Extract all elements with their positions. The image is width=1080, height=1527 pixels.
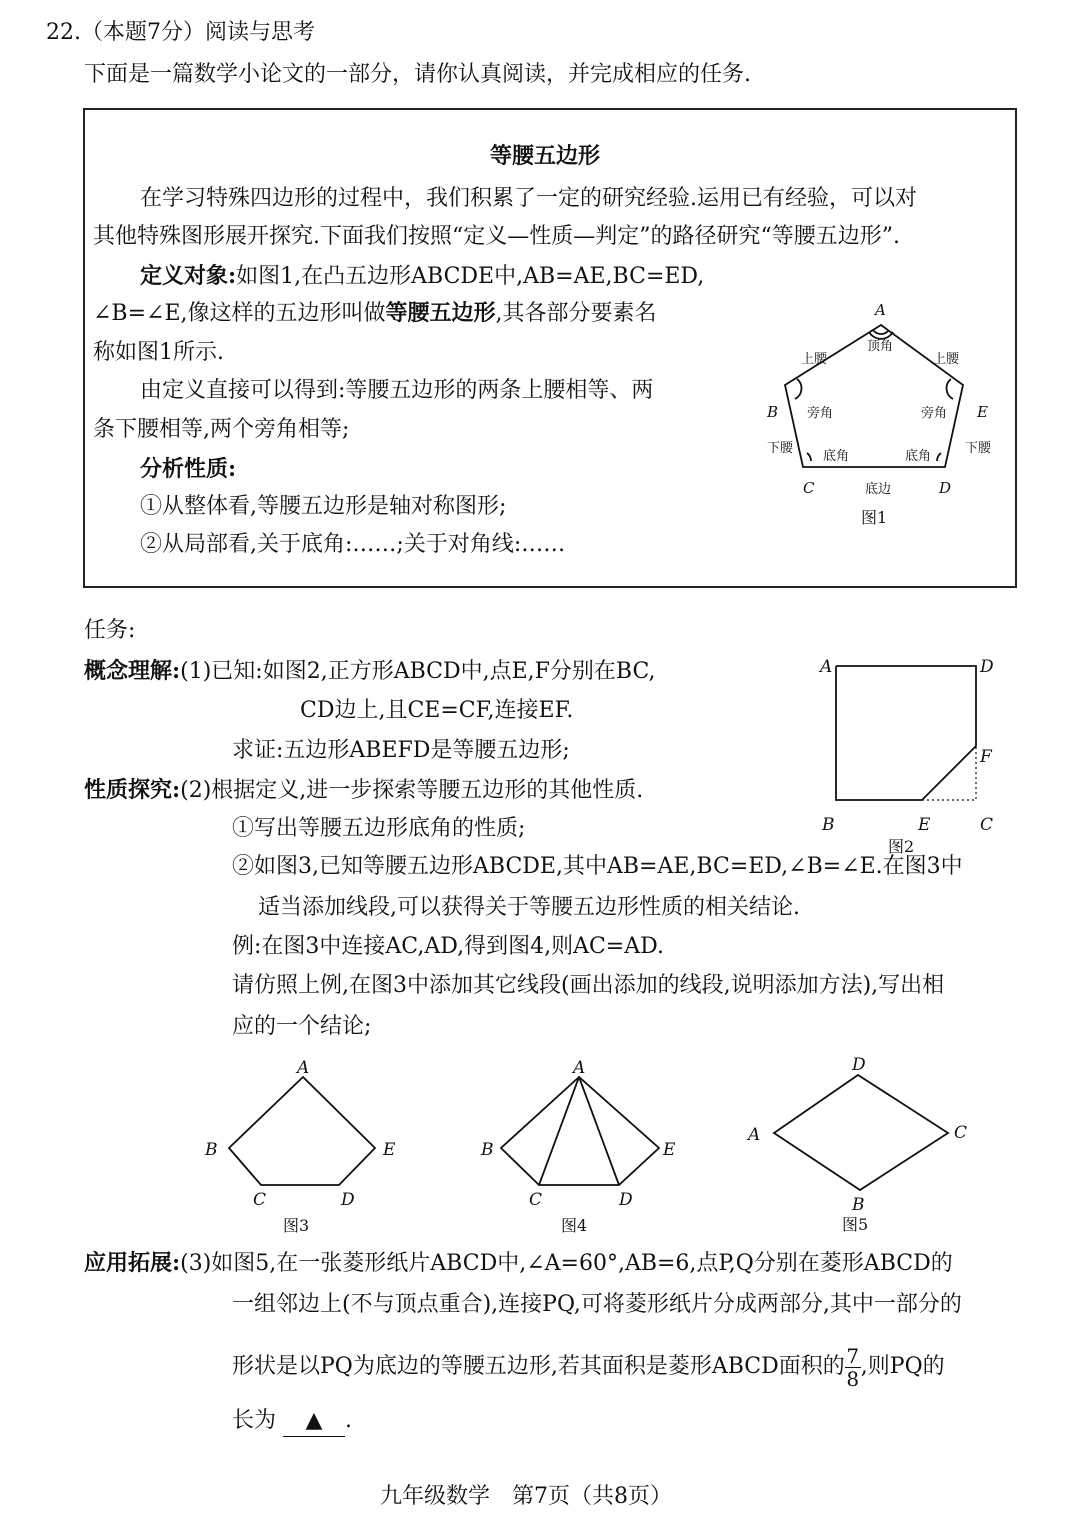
task3-end: . — [345, 1408, 353, 1433]
fig5-vertex-d: D — [852, 1055, 866, 1075]
question-intro: 下面是一篇数学小论文的一部分，请你认真阅读，并完成相应的任务. — [84, 62, 751, 87]
fig4-vertex-e: E — [663, 1140, 676, 1160]
fig4-caption: 图4 — [561, 1216, 588, 1235]
analysis-label: 分析性质: — [140, 456, 237, 482]
fig1-angle-c-arc — [807, 453, 811, 461]
fraction-denominator: 8 — [846, 1366, 860, 1391]
task1-line1 — [84, 656, 656, 687]
task3-label: 应用拓展: — [84, 1250, 181, 1276]
task2-imitate-line1: 请仿照上例,在图3中添加其它线段(画出添加的线段,说明添加方法),写出相 — [232, 973, 945, 998]
fig4-vertex-b: B — [481, 1140, 494, 1160]
fig1-vertex-c: C — [803, 479, 815, 497]
fig5-vertex-c: C — [954, 1123, 968, 1143]
task3-text-1: (3)如图5,在一张菱形纸片ABCD中,∠A=60°,AB=6,点P,Q分别在菱形ABCD的 — [180, 1251, 953, 1276]
task2-sub2-line2: 适当添加线段,可以获得关于等腰五边形性质的相关结论. — [258, 895, 800, 920]
task2-sub1: ①写出等腰五边形底角的性质; — [232, 816, 526, 841]
fraction-numerator: 7 — [846, 1343, 860, 1368]
definition-label: 定义对象: — [140, 263, 237, 289]
essay-definition-line3: 称如图1所示. — [93, 340, 224, 365]
figure-5 — [740, 1050, 980, 1240]
essay-definition-line2 — [93, 298, 657, 329]
fig3-vertex-a: A — [297, 1058, 310, 1078]
essay-p1-line2: 其他特殊图形展开探究.下面我们按照“定义—性质—判定”的路径研究“等腰五边形”. — [93, 224, 900, 249]
task1-line2: CD边上,且CE=CF,连接EF. — [300, 698, 574, 723]
task3-line2: 一组邻边上(不与顶点重合),连接PQ,可将菱形纸片分成两部分,其中一部分的 — [232, 1292, 962, 1317]
fig2-vertex-f: F — [980, 747, 992, 767]
fig1-label-base: 底边 — [865, 482, 892, 497]
fig4-vertex-d: D — [619, 1190, 633, 1210]
fig3-vertex-b: B — [205, 1140, 218, 1160]
fig1-label-top-angle: 顶角 — [867, 339, 894, 354]
fig4-pentagon — [501, 1077, 659, 1185]
answer-blank[interactable]: ▲ — [283, 1406, 345, 1437]
fig3-vertex-c: C — [253, 1190, 267, 1210]
task3-answer-prefix: 长为 — [232, 1408, 277, 1433]
task2-sub2-line1: ②如图3,已知等腰五边形ABCDE,其中AB=AE,BC=ED,∠B=∠E.在图3中 — [232, 854, 963, 879]
fig1-angle-b-arc — [795, 379, 801, 399]
fig1-label-side-angle-left: 旁角 — [807, 406, 834, 421]
fig5-vertex-b: B — [852, 1195, 865, 1215]
tasks-label: 任务: — [84, 618, 136, 643]
task3-text-3a: 形状是以PQ为底边的等腰五边形,若其面积是菱形ABCD面积的 — [232, 1354, 845, 1379]
task1-label: 概念理解: — [84, 658, 181, 684]
fig4-vertex-c: C — [529, 1190, 543, 1210]
task3-line1 — [84, 1248, 953, 1279]
fig1-label-upper-leg-left: 上腰 — [801, 352, 828, 367]
task3-fraction — [845, 1345, 861, 1390]
fig2-caption: 图2 — [888, 837, 915, 856]
analysis-item-2: ②从局部看,关于底角:……;关于对角线:…… — [140, 532, 566, 557]
fig3-pentagon — [229, 1077, 375, 1185]
task2-example: 例:在图3中连接AC,AD,得到图4,则AC=AD. — [232, 934, 664, 959]
fig1-label-base-angle-left: 底角 — [823, 449, 850, 464]
fig5-caption: 图5 — [842, 1215, 869, 1234]
fig1-vertex-a: A — [875, 301, 886, 319]
fig3-vertex-d: D — [341, 1190, 355, 1210]
essay-direct-line1: 由定义直接可以得到:等腰五边形的两条上腰相等、两 — [140, 378, 654, 403]
fig4-diagonal-ac — [539, 1077, 579, 1185]
task1-line3: 求证:五边形ABEFD是等腰五边形; — [232, 738, 570, 763]
task2-text-1: (2)根据定义,进一步探索等腰五边形的其他性质. — [180, 778, 644, 803]
task1-text-1: (1)已知:如图2,正方形ABCD中,点E,F分别在BC, — [180, 659, 656, 684]
analysis-item-1: ①从整体看,等腰五边形是轴对称图形; — [140, 494, 507, 519]
task3-text-3b: ,则PQ的 — [860, 1354, 945, 1379]
fig1-angle-d-arc — [937, 453, 941, 461]
fig3-caption: 图3 — [283, 1216, 310, 1235]
fig5-rhombus — [774, 1075, 948, 1190]
fig2-vertex-e: E — [918, 815, 931, 835]
task2-label: 性质探究: — [84, 777, 181, 803]
fig2-vertex-d: D — [980, 657, 994, 677]
fig5-vertex-a: A — [748, 1125, 761, 1145]
fig1-vertex-d: D — [939, 479, 952, 497]
fig4-vertex-a: A — [573, 1058, 586, 1078]
figure-1 — [755, 295, 1005, 535]
definition-text-1: 如图1,在凸五边形ABCDE中,AB=AE,BC=ED, — [236, 264, 705, 289]
fig1-vertex-b: B — [767, 403, 779, 421]
figure-2 — [810, 650, 1010, 860]
task2-imitate-line2: 应的一个结论; — [232, 1014, 372, 1039]
fig1-label-lower-leg-right: 下腰 — [965, 441, 992, 456]
definition-text-2b: ,其各部分要素名 — [495, 301, 657, 326]
page-footer: 九年级数学 第7页（共8页） — [380, 1484, 672, 1509]
task3-line3 — [232, 1344, 945, 1390]
fig1-label-lower-leg-left: 下腰 — [767, 441, 794, 456]
figure-3 — [195, 1055, 425, 1240]
essay-p1-line1: 在学习特殊四边形的过程中，我们积累了一定的研究经验.运用已有经验，可以对 — [140, 186, 917, 211]
essay-definition-line1 — [140, 261, 704, 292]
definition-term: 等腰五边形 — [385, 300, 496, 326]
fig1-top-angle-arc — [873, 330, 889, 334]
fig2-vertex-b: B — [822, 815, 835, 835]
fig2-vertex-c: C — [980, 815, 994, 835]
essay-title: 等腰五边形 — [490, 143, 601, 169]
task2-line1 — [84, 775, 643, 806]
fig2-vertex-a: A — [820, 657, 833, 677]
essay-direct-line2: 条下腰相等,两个旁角相等; — [93, 417, 350, 442]
fig3-vertex-e: E — [383, 1140, 396, 1160]
task3-line4 — [232, 1406, 352, 1437]
fig1-label-base-angle-right: 底角 — [905, 449, 932, 464]
fig1-angle-e-arc — [947, 379, 953, 399]
figure-4 — [475, 1055, 705, 1240]
fig4-diagonal-ad — [579, 1077, 619, 1185]
definition-text-2a: ∠B=∠E,像这样的五边形叫做 — [93, 301, 386, 326]
fig2-pentagon — [836, 666, 976, 800]
fig1-caption: 图1 — [861, 508, 888, 527]
question-header: 22.（本题7分）阅读与思考 — [46, 20, 315, 45]
fig1-vertex-e: E — [977, 403, 988, 421]
fig1-label-upper-leg-right: 上腰 — [933, 352, 960, 367]
fig1-label-side-angle-right: 旁角 — [921, 406, 948, 421]
fig1-top-angle-arc-2 — [869, 332, 893, 339]
